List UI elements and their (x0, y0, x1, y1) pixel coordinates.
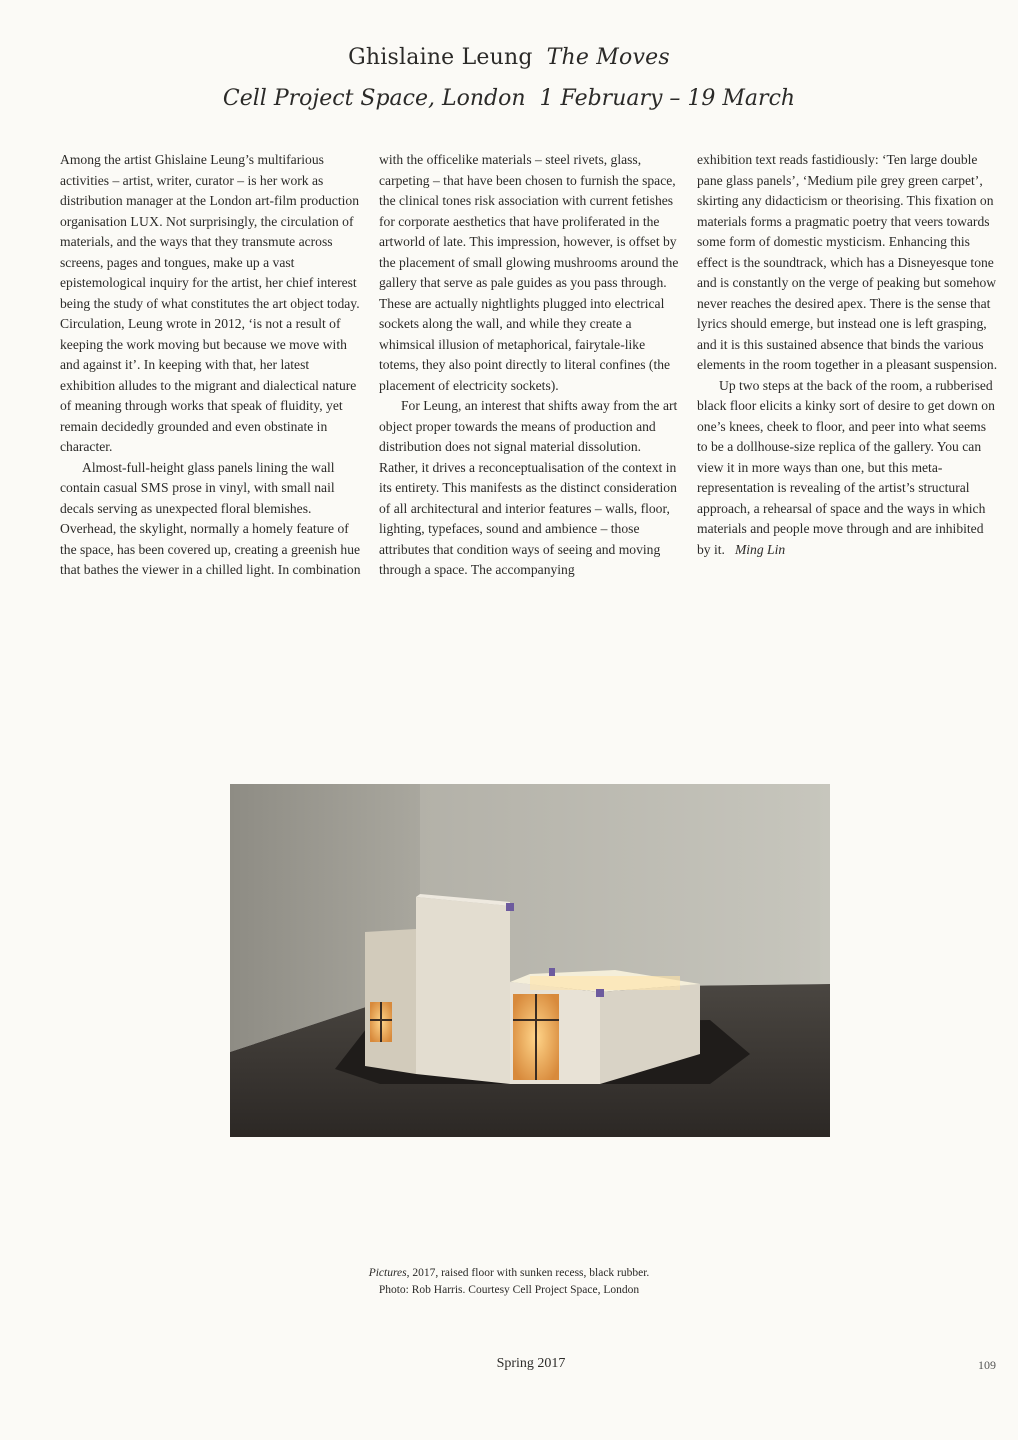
venue-line (0, 86, 1018, 111)
artist-name: Ghislaine Leung (348, 45, 533, 70)
issue-footer: Spring 2017 (496, 1356, 566, 1371)
paragraph: Up two steps at the back of the room, a rubberised black floor elicits a kinky sort of desire to get down on one’s knees, cheek to floor, and peer into what seems to be a dollhouse-size replica of the gallery. You can view it in more ways than one, but this meta-representation is revealing of the artist’s structural approach, a rehearsal of space and the ways in which materials and people move through and are inhibited by it. Ming Lin (697, 377, 995, 557)
photo-caption: Pictures, 2017, raised floor with sunken recess, black rubber. Photo: Rob Harris. Courtesy Cell Project Space, London (0, 1265, 1018, 1299)
artwork-photo (230, 784, 830, 1137)
text-column-1 (60, 150, 362, 581)
author-byline: Ming Lin (734, 541, 786, 557)
page-number: 109 (978, 1358, 996, 1372)
article-heading (0, 45, 1018, 70)
text-column-3 (697, 150, 999, 560)
exhibition-title: The Moves (546, 45, 670, 70)
paragraph: Among the artist Ghislaine Leung’s multifarious activities – artist, writer, curator – is her work as distribution manager at the London art-film production organisation LUX. Not surprisingly, the circulation of materials, and the ways that they transmute across screens, pages and tongues, make up a vast epistemological inquiry for the artist, her chief interest being the study of what constitutes the art object today. Circulation, Leung wrote in 2012, ‘is not a result of keeping the work moving but because we move with and against it’. In keeping with that, her latest exhibition alludes to the migrant and dialectical nature of meaning through works that speak of fluidity, yet remain decidedly grounded and even obstinate in character. (60, 152, 360, 454)
paragraph: exhibition text reads fastidiously: ‘Ten large double pane glass panels’, ‘Medium pile grey green carpet’, skirting any didacticism or theorising. This fixation on materials forms a pragmatic poetry that veers towards some form of domestic mysticism. Enhancing this effect is the soundtrack, which has a Disneyesque tone and is constantly on the verge of peaking but somehow never reaches the desired apex. There is the sense that lyrics should emerge, but instead one is left grasping, and it is this sustained absence that binds the various elements in the room together in a pleasant suspension. (697, 152, 998, 372)
text-column-2 (379, 150, 681, 581)
photo-credit: Photo: Rob Harris. Courtesy Cell Project Space, London (378, 1284, 640, 1296)
venue-name: Cell Project Space, London (222, 86, 526, 111)
paragraph: Almost-full-height glass panels lining the wall contain casual SMS prose in vinyl, with small nail decals serving as unexpected floral blemishes. Overhead, the skylight, normally a homely feature of the space, has been covered up, creating a greenish hue that bathes the viewer in a chilled light. In combination (60, 459, 361, 577)
paragraph: For Leung, an interest that shifts away from the art object proper towards the means of production and distribution does not signal material dissolution. Rather, it drives a reconceptualisation of the context in its entirety. This manifests as the distinct consideration of all architectural and interior features – walls, floor, lighting, typefaces, sound and ambience – those attributes that condition ways of seeing and moving through a space. The accompanying (379, 398, 678, 577)
gallery-model-illustration (230, 784, 830, 1137)
paragraph: with the officelike materials – steel rivets, glass, carpeting – that have been chosen to furnish the space, the clinical tones risk association with current fetishes for corporate aesthetics that have proliferated in the artworld of late. This impression, however, is offset by the placement of small glowing mushrooms around the gallery that serve as pale guides as you pass through. These are actually nightlights plugged into electrical sockets along the wall, and while they create a whimsical illusion of metaphorical, fairytale-like totems, they also point directly to literal confines (the placement of electricity sockets). (379, 152, 679, 393)
exhibition-dates: 1 February – 19 March (539, 86, 796, 111)
artwork-title: Pictures (368, 1267, 407, 1279)
